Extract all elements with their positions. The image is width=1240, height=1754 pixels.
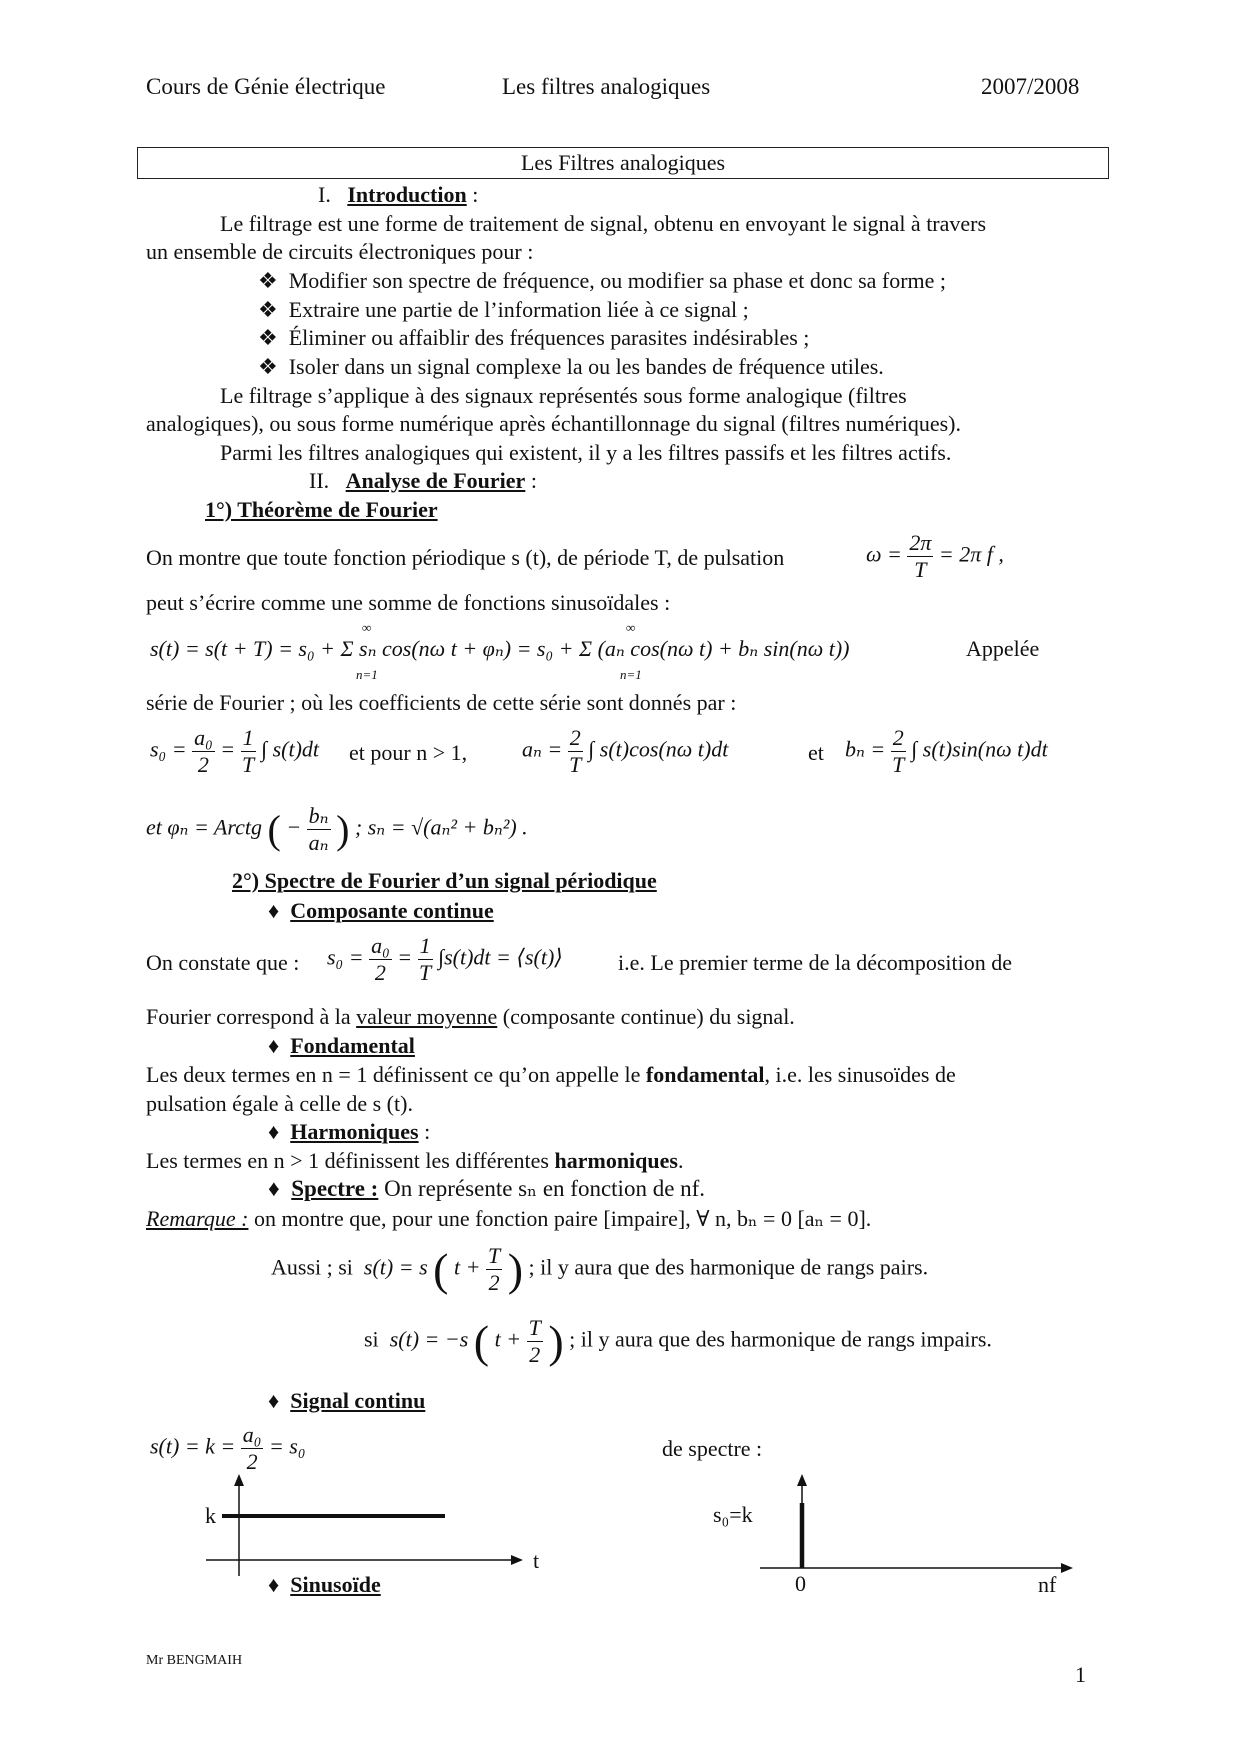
subsection-spectrum-title: 2°) Spectre de Fourier d’un signal périodique bbox=[232, 868, 657, 893]
header-subject: Les filtres analogiques bbox=[502, 74, 711, 99]
sinusoide-heading bbox=[268, 1572, 381, 1598]
spectre-text: On représente sₙ en fonction de nf. bbox=[378, 1176, 706, 1201]
fourier-line1: On montre que toute fonction périodique s (t), de période T, de pulsation bbox=[146, 545, 785, 570]
s0-integral: ∫ s(t)dt bbox=[261, 736, 320, 762]
fraction-numerator: 2 bbox=[892, 725, 904, 750]
t-plus: t + bbox=[453, 1254, 481, 1280]
fraction-denominator: 2 bbox=[246, 1449, 258, 1474]
text: . bbox=[677, 1148, 684, 1173]
heading-text: Fondamental bbox=[290, 1033, 415, 1058]
text: ; il y aura que des harmonique de rangs impairs. bbox=[569, 1326, 992, 1352]
an-integral: ∫ s(t)cos(nω t)dt bbox=[588, 736, 729, 762]
subsection-theorem-title: 1°) Théorème de Fourier bbox=[205, 497, 438, 522]
omega-rhs: = 2π f , bbox=[938, 541, 1004, 567]
t-plus: t + bbox=[494, 1326, 522, 1352]
time-axes bbox=[206, 1474, 523, 1576]
spectrum-axes bbox=[760, 1474, 1073, 1573]
s0-equals-k-label: s₀=k bbox=[713, 1502, 753, 1527]
text: si bbox=[364, 1326, 379, 1352]
text: , i.e. les sinusoïdes de bbox=[764, 1062, 956, 1087]
spectrum-y-arrow bbox=[797, 1474, 807, 1486]
bn-lhs: bₙ = bbox=[845, 736, 886, 762]
intro-p3: Parmi les filtres analogiques qui existent, il y a les filtres passifs et les filtres actifs. bbox=[220, 440, 952, 465]
bullet-text: Éliminer ou affaiblir des fréquences parasites indésirables ; bbox=[288, 325, 810, 350]
section-number: I. bbox=[318, 182, 331, 207]
text: Les deux termes en n = 1 définissent ce qu’on appelle le bbox=[146, 1062, 646, 1087]
phi-lhs: et φₙ = Arctg bbox=[146, 814, 262, 840]
fraction-denominator: T bbox=[569, 752, 582, 777]
bn-integral: ∫ s(t)sin(nω t)dt bbox=[911, 736, 1048, 762]
section-colon: : bbox=[525, 468, 537, 493]
fraction-denominator: 2 bbox=[374, 960, 386, 985]
s0-lhs: s₀ = bbox=[327, 944, 364, 970]
fraction-numerator: bₙ bbox=[308, 803, 329, 828]
intro-p1-line1: Le filtrage est une forme de traitement de signal, obtenu en envoyant le signal à travers bbox=[220, 211, 987, 236]
bullet-text: Extraire une partie de l’information liée à ce signal ; bbox=[288, 297, 749, 322]
sum-bottom-label: n=1 bbox=[356, 667, 378, 682]
spectre-label: de spectre : bbox=[662, 1436, 763, 1461]
footer-author: Mr BENGMAIH bbox=[146, 1653, 243, 1668]
constate-lead: On constate que : bbox=[146, 950, 300, 975]
remarque-text: on montre que, pour une fonction paire [impaire], ∀ n, bₙ = 0 [aₙ = 0]. bbox=[248, 1206, 872, 1231]
diamond-icon: ♦ bbox=[268, 1176, 280, 1201]
mean-value-integral: s(t)dt = ⟨s(t)⟩ bbox=[444, 944, 563, 970]
fraction-denominator: aₙ bbox=[308, 830, 329, 855]
fraction-numerator: T bbox=[528, 1315, 541, 1340]
diamond-icon: ♦ bbox=[268, 1572, 280, 1597]
fraction-denominator: T bbox=[241, 752, 255, 777]
time-x-arrow bbox=[511, 1555, 523, 1565]
bullet-icon: ❖ bbox=[258, 354, 278, 379]
section-title: Introduction bbox=[347, 182, 467, 207]
heading-text: Harmoniques bbox=[290, 1119, 419, 1144]
bullet-icon: ❖ bbox=[258, 297, 278, 322]
nf-axis-label: nf bbox=[1038, 1572, 1057, 1597]
mean-value-equation: s₀ = $\frac{\text{a₀}}{2}$ = $\frac{1}{T}$ ∫s(t)dt = ⟨s(t)⟩ bbox=[327, 933, 563, 985]
spectrum-x-arrow bbox=[1061, 1563, 1073, 1573]
bullet-text: Modifier son spectre de fréquence, ou modifier sa phase et donc sa forme ; bbox=[288, 268, 947, 293]
bold-term: harmoniques bbox=[554, 1148, 678, 1173]
an-lhs: aₙ = bbox=[522, 736, 563, 762]
intro-p2-line1: Le filtrage s’applique à des signaux représentés sous forme analogique (filtres bbox=[220, 383, 907, 408]
text: (composante continue) du signal. bbox=[497, 1004, 795, 1029]
s0-lhs: s₀ = bbox=[150, 736, 187, 762]
fraction-numerator: a₀ bbox=[242, 1422, 262, 1447]
section-title: Analyse de Fourier bbox=[345, 468, 526, 493]
fraction-denominator: 2 bbox=[197, 752, 209, 777]
bold-term: fondamental bbox=[645, 1062, 765, 1087]
fraction-numerator: 2 bbox=[569, 725, 581, 750]
phi-sn-equation: et φₙ = Arctg ( − $\frac{\text{bₙ}}{\text{aₙ}}$ ) ; sₙ = √(aₙ² + bₙ²) . bbox=[146, 803, 528, 855]
text: Les termes en n > 1 définissent les différentes bbox=[146, 1148, 555, 1173]
fraction-numerator: T bbox=[487, 1243, 501, 1268]
fraction-denominator: T bbox=[418, 960, 432, 985]
k-label: k bbox=[205, 1503, 216, 1528]
aussi-line: Aussi ; si s(t) = s ( t + $\frac{T}{2}$ ) ; il y aura que des harmonique de rangs pairs. bbox=[271, 1243, 929, 1295]
fraction-numerator: a₀ bbox=[371, 933, 390, 958]
fraction-numerator: a₀ bbox=[194, 725, 213, 750]
fraction-denominator: T bbox=[892, 752, 905, 777]
remarque-label: Remarque : bbox=[146, 1206, 249, 1231]
document-title: Les Filtres analogiques bbox=[137, 147, 1109, 179]
et-word: et bbox=[808, 740, 824, 765]
bullet-icon: ❖ bbox=[258, 268, 278, 293]
intro-p1-line2: un ensemble de circuits électroniques pour : bbox=[146, 239, 534, 264]
heading-text: Sinusoïde bbox=[290, 1572, 381, 1597]
et-pour-text: et pour n > 1, bbox=[349, 740, 468, 765]
heading-colon: : bbox=[418, 1119, 431, 1144]
fraction-denominator: 2 bbox=[529, 1342, 541, 1367]
si-line: si s(t) = −s ( t + $\frac{T}{2}$ ) ; il y aura que des harmonique de rangs impairs. bbox=[364, 1315, 992, 1367]
page-number: 1 bbox=[1075, 1662, 1086, 1687]
ie-text: i.e. Le premier terme de la décomposition de bbox=[618, 950, 1013, 975]
bullet-text: Isoler dans un signal complexe la ou les bandes de fréquence utiles. bbox=[288, 354, 884, 379]
even-condition-lhs: s(t) = s bbox=[363, 1254, 428, 1280]
header-year: 2007/2008 bbox=[981, 74, 1080, 99]
fourier-line3: série de Fourier ; où les coefficients de cette série sont donnés par : bbox=[146, 690, 737, 715]
time-y-arrow bbox=[234, 1474, 244, 1486]
diamond-icon: ♦ bbox=[268, 1388, 280, 1413]
omega-lhs: ω = bbox=[866, 541, 902, 567]
zero-label: 0 bbox=[795, 1571, 806, 1596]
valeur-moyenne-text: valeur moyenne bbox=[356, 1004, 498, 1029]
intro-p2-line2: analogiques), ou sous forme numérique après échantillonnage du signal (filtres numériques). bbox=[146, 411, 961, 436]
heading-text: Signal continu bbox=[290, 1388, 426, 1413]
diamond-icon: ♦ bbox=[268, 1033, 280, 1058]
s0-coefficient-equation: s₀ = $\frac{\text{a₀}}{2}$ = $\frac{1}{T}$ ∫ s(t)dt bbox=[150, 725, 320, 777]
sn-equation: ; sₙ = √(aₙ² + bₙ²) . bbox=[354, 814, 528, 840]
fraction-numerator: 1 bbox=[242, 725, 254, 750]
sum-top-label: ∞ bbox=[626, 620, 636, 635]
text: ; il y aura que des harmonique de rangs pairs. bbox=[528, 1254, 929, 1280]
text: Fourier correspond à la bbox=[146, 1004, 357, 1029]
t-axis-label: t bbox=[533, 1548, 540, 1573]
section-colon: : bbox=[466, 182, 479, 207]
odd-condition-lhs: s(t) = −s bbox=[389, 1326, 469, 1352]
header-course: Cours de Génie électrique bbox=[146, 74, 386, 99]
sum-top-label: ∞ bbox=[362, 620, 372, 635]
bullet-icon: ❖ bbox=[258, 325, 278, 350]
fraction-denominator: T bbox=[914, 557, 927, 582]
heading-text: Composante continue bbox=[290, 898, 494, 923]
diamond-icon: ♦ bbox=[268, 898, 280, 923]
fraction-numerator: 2π bbox=[909, 530, 932, 555]
fraction-denominator: 2 bbox=[488, 1270, 500, 1295]
heading-text: Spectre : bbox=[291, 1176, 379, 1201]
fourier-series-equation: s(t) = s(t + T) = s₀ + Σ sₙ cos(nω t + φₙ) = s₀ + Σ (aₙ cos(nω t) + bₙ sin(nω t)) bbox=[150, 636, 850, 661]
fourier-line2: peut s’écrire comme une somme de fonctions sinusoïdales : bbox=[146, 590, 671, 615]
fraction-numerator: 1 bbox=[419, 933, 431, 958]
sum-bottom-label: n=1 bbox=[620, 667, 642, 682]
diamond-icon: ♦ bbox=[268, 1119, 280, 1144]
equation-rhs: = s₀ bbox=[268, 1433, 306, 1459]
appelee-word: Appelée bbox=[966, 636, 1040, 661]
section-number: II. bbox=[309, 468, 330, 493]
fondamental-line2: pulsation égale à celle de s (t). bbox=[146, 1091, 413, 1116]
equation-lhs: s(t) = k = bbox=[150, 1433, 236, 1459]
text: Aussi ; si bbox=[271, 1254, 353, 1280]
